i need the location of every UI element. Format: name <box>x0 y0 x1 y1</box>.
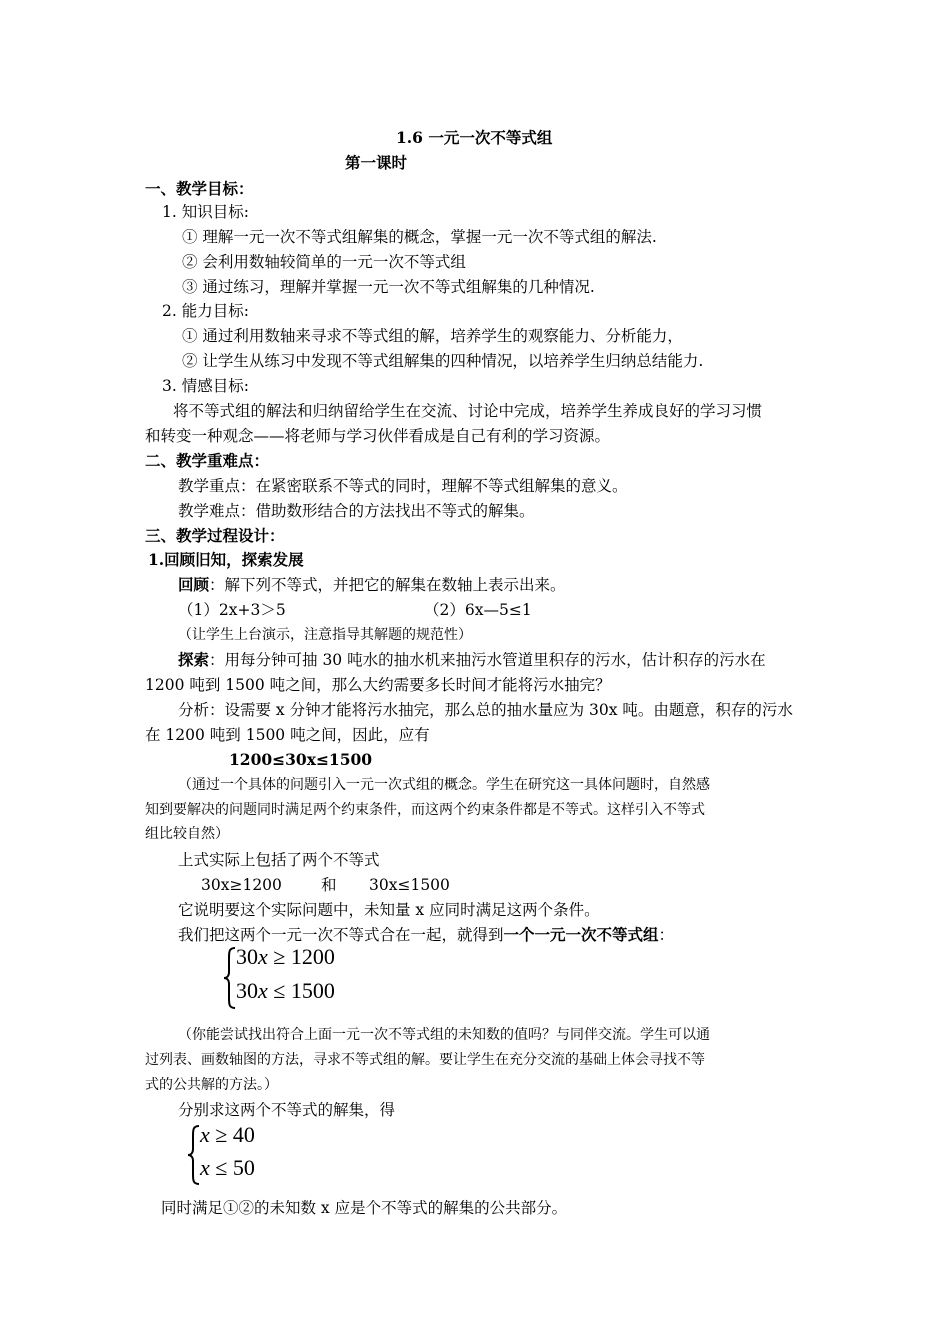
emotion-goal-line-1: 将不等式组的解法和归纳留给学生在交流、讨论中完成，培养学生养成良好的学习习惯 <box>173 402 763 420</box>
coef: 30 <box>236 944 258 969</box>
page-title: 1.6 一元一次不等式组 <box>396 128 553 147</box>
review-label: 回顾 <box>178 575 210 594</box>
exercise-2: （2）6x—5≤1 <box>424 601 532 619</box>
inequality-system-2 <box>186 1122 286 1190</box>
knowledge-goal-1: ① 理解一元一次不等式组解集的概念，掌握一元一次不等式组的解法. <box>182 228 657 246</box>
subsection-1-heading: 1.回顾旧知，探索发展 <box>148 550 304 569</box>
inequality-a: 30x≥1200 <box>201 876 282 894</box>
section-2-heading: 二、教学重难点： <box>145 451 270 470</box>
review-text: ：解下列不等式，并把它的解集在数轴上表示出来。 <box>209 576 566 594</box>
conclusion-line: 同时满足①②的未知数 x 应是个不等式的解集的公共部分。 <box>161 1199 568 1217</box>
rel: ≤ 1500 <box>267 978 335 1003</box>
explore-text: ：用每分钟可抽 30 吨水的抽水机来抽污水管道里积存的污水，估计积存的污水在 <box>209 651 766 669</box>
separately-solve-line: 分别求这两个不等式的解集，得 <box>178 1101 396 1119</box>
system-2-row-1 <box>200 1122 255 1148</box>
teaching-difficulty: 教学难点：借助数形结合的方法找出不等式的解集。 <box>178 502 535 520</box>
teacher-note-3-line-3: 式的公共解的方法。） <box>145 1077 278 1093</box>
knowledge-goal-3: ③ 通过练习，理解并掌握一元一次不等式组解集的几种情况. <box>182 278 595 296</box>
explore-line-1 <box>178 649 766 671</box>
var: x <box>258 978 268 1003</box>
explore-label: 探索 <box>178 650 210 669</box>
combine-pre: 我们把这两个一元一次不等式合在一起，就得到 <box>178 926 504 944</box>
analysis-line-2: 在 1200 吨到 1500 吨之间，因此，应有 <box>145 726 430 744</box>
emotion-goals-heading: 3. 情感目标: <box>162 377 249 395</box>
ability-goals-heading: 2. 能力目标: <box>162 302 249 320</box>
compound-inequality: 1200≤30x≤1500 <box>229 750 373 769</box>
system-2-row-2 <box>200 1155 255 1181</box>
var: x <box>200 1155 210 1180</box>
ability-goal-1: ① 通过利用数轴来寻求不等式组的解，培养学生的观察能力、分析能力， <box>182 327 683 345</box>
knowledge-goals-heading: 1. 知识目标: <box>162 203 249 221</box>
teacher-note-2-line-2: 知到要解决的问题同时满足两个约束条件，而这两个约束条件都是不等式。这样引入不等式 <box>145 802 705 818</box>
rel: ≥ 1200 <box>267 944 335 969</box>
analysis-line-1: 分析：设需要 x 分钟才能将污水抽完，那么总的抽水量应为 30x 吨。由题意，积存的污水 <box>178 701 793 719</box>
var: x <box>258 944 268 969</box>
teaching-key-point: 教学重点：在紧密联系不等式的同时，理解不等式组解集的意义。 <box>178 477 628 495</box>
rel: ≤ 50 <box>209 1155 255 1180</box>
knowledge-goal-2: ② 会利用数轴较简单的一元一次不等式组 <box>182 253 466 271</box>
teacher-note-1: （让学生上台演示，注意指导其解题的规范性） <box>178 627 472 643</box>
explore-line-2: 1200 吨到 1500 吨之间，那么大约需要多长时间才能将污水抽完？ <box>145 676 611 694</box>
and-word: 和 <box>321 876 337 894</box>
combine-post: ： <box>658 926 675 944</box>
teacher-note-3-line-1: （你能尝试找出符合上面一元一次不等式组的未知数的值吗？与同伴交流。学生可以通 <box>178 1027 710 1043</box>
emotion-goal-line-2: 和转变一种观念——将老师与学习伙伴看成是自己有利的学习资源。 <box>145 427 611 445</box>
ability-goal-2: ② 让学生从练习中发现不等式组解集的四种情况，以培养学生归纳总结能力. <box>182 352 704 370</box>
combine-bold: 一个一元一次不等式组 <box>503 925 659 944</box>
page-subtitle: 第一课时 <box>345 153 408 172</box>
inequality-system-1 <box>222 944 362 1014</box>
combine-line <box>178 924 674 946</box>
inequality-b: 30x≤1500 <box>369 876 450 894</box>
teacher-note-2-line-1: （通过一个具体的问题引入一元一次式组的概念。学生在研究这一具体问题时，自然感 <box>178 777 710 793</box>
section-3-heading: 三、教学过程设计： <box>145 526 285 545</box>
teacher-note-2-line-3: 组比较自然） <box>145 826 229 842</box>
coef: 30 <box>236 978 258 1003</box>
rel: ≥ 40 <box>209 1122 255 1147</box>
review-line <box>178 574 566 596</box>
contains-two-inequalities: 上式实际上包括了两个不等式 <box>178 851 380 869</box>
exercise-1: （1）2x+3＞5 <box>178 601 286 619</box>
section-1-heading: 一、教学目标： <box>145 179 254 198</box>
teacher-note-3-line-2: 过列表、画数轴图的方法，寻求不等式组的解。要让学生在充分交流的基础上体会寻找不等 <box>145 1052 705 1068</box>
var: x <box>200 1122 210 1147</box>
meaning-line: 它说明要这个实际问题中，未知量 x 应同时满足这两个条件。 <box>178 901 600 919</box>
system-1-row-2 <box>236 978 335 1004</box>
system-1-row-1 <box>236 944 335 970</box>
